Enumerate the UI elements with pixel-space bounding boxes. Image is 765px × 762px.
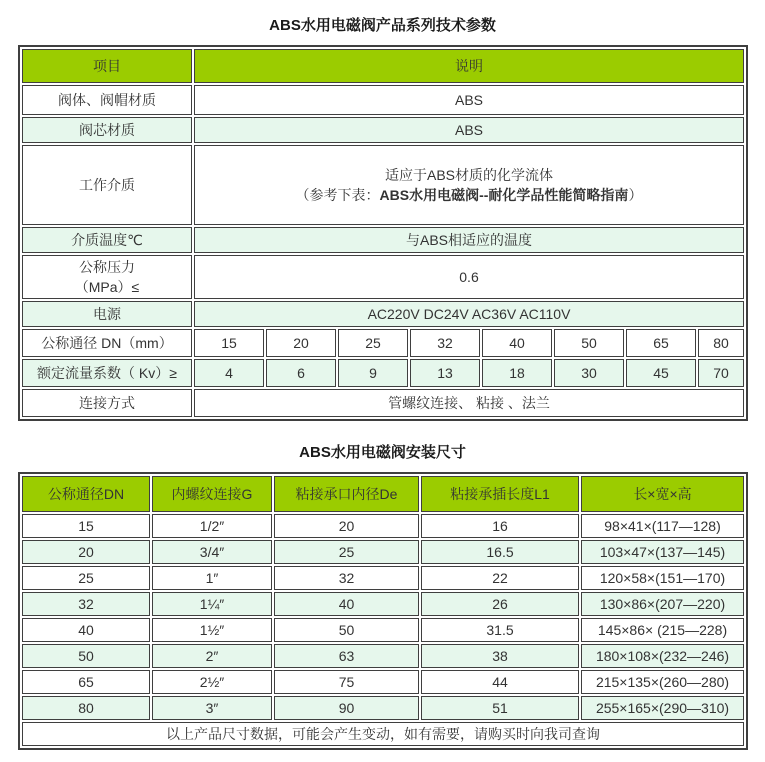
dims-cell: 32	[22, 592, 150, 616]
param-value-medium	[194, 145, 744, 225]
param-value-temp: 与ABS相适应的温度	[194, 227, 744, 253]
dims-header-dn: 公称通径DN	[22, 476, 150, 512]
dims-cell: 1″	[152, 566, 272, 590]
dims-cell: 75	[274, 670, 419, 694]
param-value-connect: 管螺纹连接、 粘接 、法兰	[194, 389, 744, 417]
dn-value: 25	[338, 329, 408, 357]
dims-cell: 2½″	[152, 670, 272, 694]
param-value-body-cap: ABS	[194, 85, 744, 115]
dn-value: 65	[626, 329, 696, 357]
dims-cell: 22	[421, 566, 579, 590]
param-label-medium: 工作介质	[22, 145, 192, 225]
param-label-pressure	[22, 255, 192, 299]
dims-cell: 51	[421, 696, 579, 720]
dims-cell: 145×86× (215—228)	[581, 618, 744, 642]
dims-header-thread: 内螺纹连接G	[152, 476, 272, 512]
params-col-item: 项目	[22, 49, 192, 83]
dims-cell: 26	[421, 592, 579, 616]
dn-value: 40	[482, 329, 552, 357]
dims-cell: 50	[22, 644, 150, 668]
dims-cell: 3/4″	[152, 540, 272, 564]
kv-value: 45	[626, 359, 696, 387]
dims-cell: 40	[274, 592, 419, 616]
param-label-temp: 介质温度℃	[22, 227, 192, 253]
dims-table	[18, 472, 748, 750]
medium-line2-prefix: （参考下表：	[295, 187, 380, 203]
dims-cell: 40	[22, 618, 150, 642]
dims-cell: 3″	[152, 696, 272, 720]
kv-value: 30	[554, 359, 624, 387]
param-value-pressure: 0.6	[194, 255, 744, 299]
dims-row	[22, 514, 744, 538]
dn-value: 50	[554, 329, 624, 357]
dims-cell: 31.5	[421, 618, 579, 642]
dims-row	[22, 566, 744, 590]
dims-cell: 16.5	[421, 540, 579, 564]
medium-line2-bold: ABS水用电磁阀--耐化学品性能简略指南	[379, 187, 629, 203]
dims-cell: 80	[22, 696, 150, 720]
dn-value: 80	[698, 329, 744, 357]
dims-cell: 20	[22, 540, 150, 564]
dn-value: 20	[266, 329, 336, 357]
param-label-dn: 公称通径 DN（mm）	[22, 329, 192, 357]
dims-cell: 180×108×(232—246)	[581, 644, 744, 668]
dims-header-socket-id: 粘接承口内径De	[274, 476, 419, 512]
dims-cell: 15	[22, 514, 150, 538]
dn-value: 32	[410, 329, 480, 357]
params-col-desc: 说明	[194, 49, 744, 83]
dims-cell: 25	[274, 540, 419, 564]
kv-value: 70	[698, 359, 744, 387]
kv-value: 6	[266, 359, 336, 387]
dims-row	[22, 618, 744, 642]
dims-row	[22, 644, 744, 668]
param-label-power: 电源	[22, 301, 192, 327]
dims-cell: 25	[22, 566, 150, 590]
param-label-kv: 额定流量系数（ Kv）≥	[22, 359, 192, 387]
dims-cell: 120×58×(151—170)	[581, 566, 744, 590]
pressure-label-line1: 公称压力	[79, 259, 135, 275]
dims-row	[22, 592, 744, 616]
medium-line1: 适应于ABS材质的化学流体	[384, 167, 553, 183]
dims-cell: 103×47×(137—145)	[581, 540, 744, 564]
kv-value: 9	[338, 359, 408, 387]
dims-cell: 38	[421, 644, 579, 668]
medium-line2	[197, 185, 741, 205]
dims-cell: 255×165×(290—310)	[581, 696, 744, 720]
params-table-title: ABS水用电磁阀产品系列技术参数	[269, 17, 496, 34]
dims-cell: 1/2″	[152, 514, 272, 538]
dims-cell: 215×135×(260—280)	[581, 670, 744, 694]
param-label-core: 阀芯材质	[22, 117, 192, 143]
kv-value: 4	[194, 359, 264, 387]
param-value-power: AC220V DC24V AC36V AC110V	[194, 301, 744, 327]
kv-value: 13	[410, 359, 480, 387]
dims-row	[22, 696, 744, 720]
dims-header-lwh: 长×宽×高	[581, 476, 744, 512]
dims-cell: 65	[22, 670, 150, 694]
dims-table-title: ABS水用电磁阀安装尺寸	[299, 444, 466, 461]
param-label-body-cap: 阀体、阀帽材质	[22, 85, 192, 115]
dims-cell: 44	[421, 670, 579, 694]
dims-footer-note: 以上产品尺寸数据，可能会产生变动，如有需要，请购买时向我司查询	[22, 722, 744, 746]
dims-cell: 1½″	[152, 618, 272, 642]
dims-header-insert-len: 粘接承插长度L1	[421, 476, 579, 512]
dims-row	[22, 540, 744, 564]
param-value-core: ABS	[194, 117, 744, 143]
dims-cell: 16	[421, 514, 579, 538]
medium-line2-suffix: ）	[628, 187, 643, 203]
dims-cell: 63	[274, 644, 419, 668]
pressure-label-line2: （MPa）≤	[74, 279, 140, 295]
params-table	[18, 45, 748, 421]
kv-value: 18	[482, 359, 552, 387]
param-label-connect: 连接方式	[22, 389, 192, 417]
dims-cell: 2″	[152, 644, 272, 668]
dims-cell: 130×86×(207—220)	[581, 592, 744, 616]
dims-cell: 20	[274, 514, 419, 538]
dims-row	[22, 670, 744, 694]
dims-cell: 32	[274, 566, 419, 590]
dims-cell: 50	[274, 618, 419, 642]
dims-cell: 98×41×(117—128)	[581, 514, 744, 538]
dims-cell: 90	[274, 696, 419, 720]
dims-cell: 1¼″	[152, 592, 272, 616]
dn-value: 15	[194, 329, 264, 357]
